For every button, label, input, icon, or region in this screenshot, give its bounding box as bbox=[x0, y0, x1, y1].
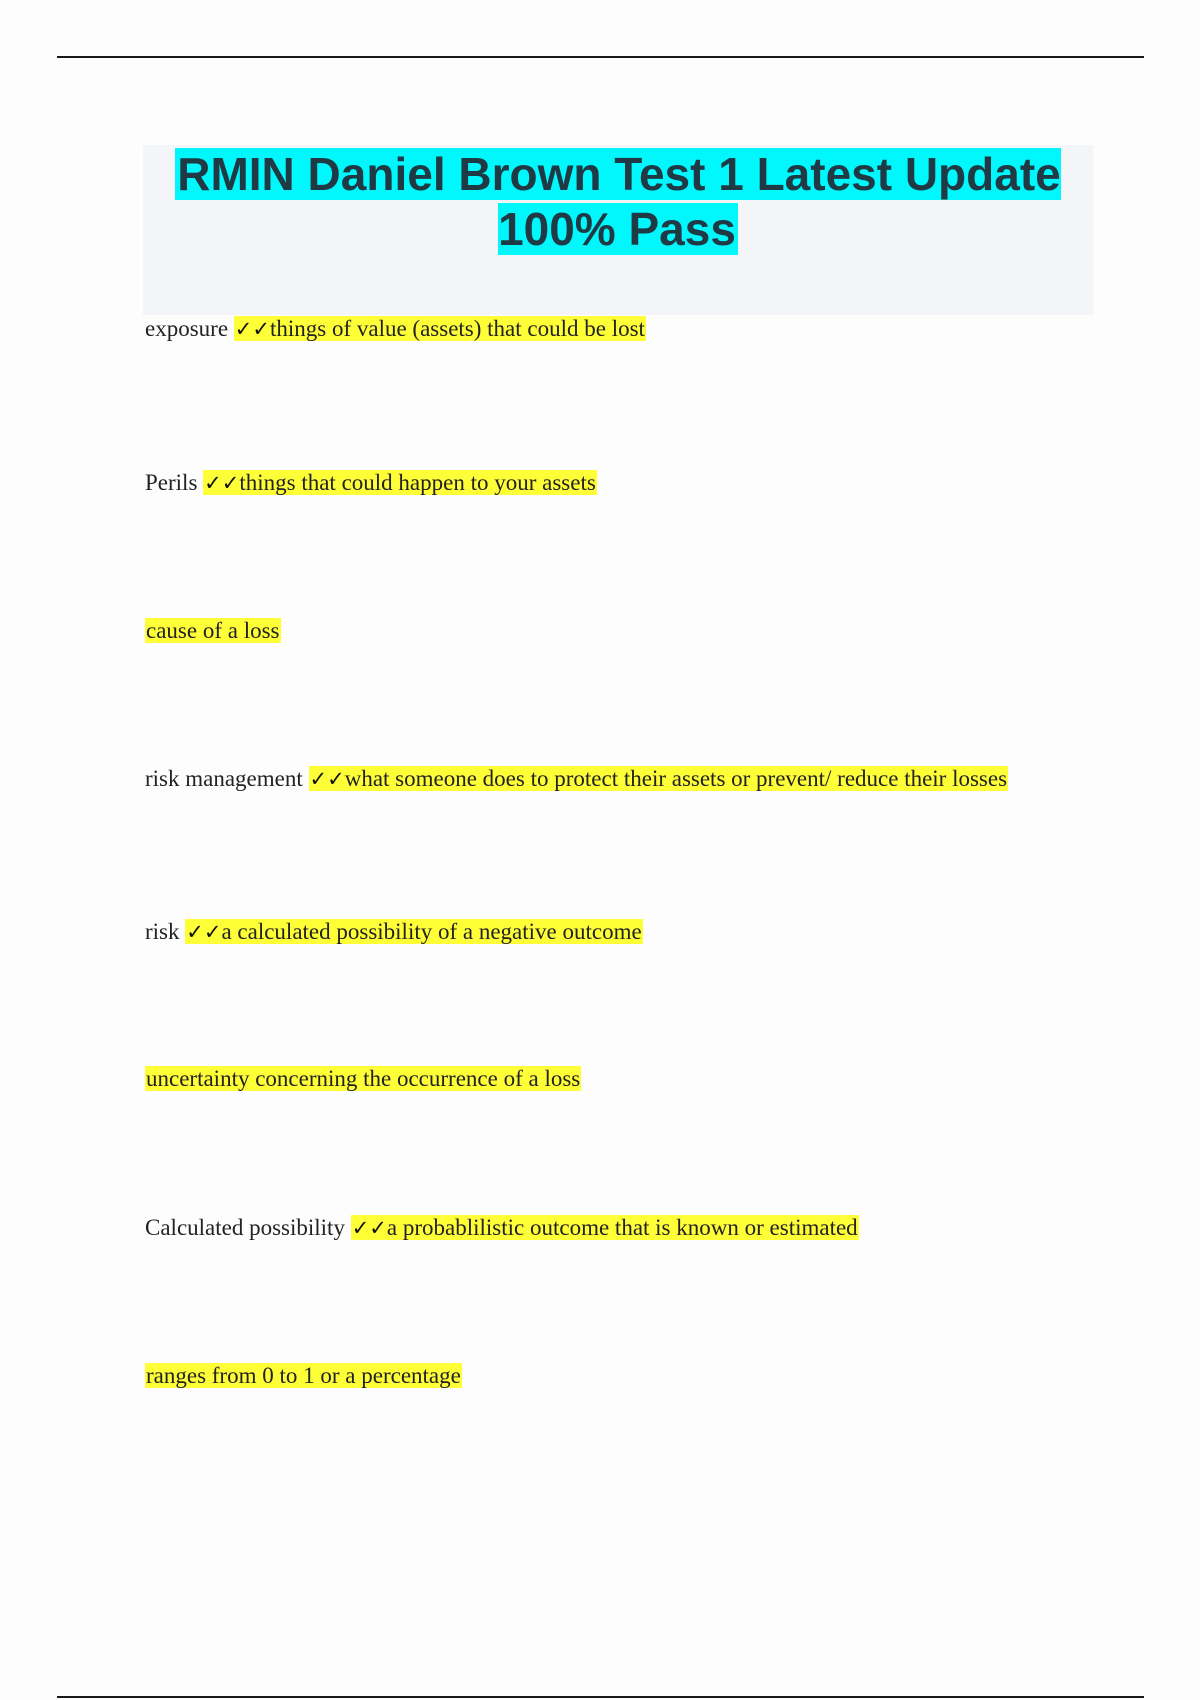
entry-answer-highlight bbox=[234, 316, 646, 341]
entry-answer: a probablilistic outcome that is known or estimated bbox=[386, 1215, 858, 1240]
entry-answer-highlight bbox=[309, 766, 1009, 791]
double-check-icon: ✓✓ bbox=[309, 767, 345, 791]
title-highlight: RMIN Daniel Brown Test 1 Latest Update 100% Pass bbox=[177, 148, 1061, 255]
entry-answer: uncertainty concerning the occurrence of a loss bbox=[146, 1066, 581, 1091]
entry-term: exposure bbox=[145, 316, 229, 341]
entry-term: risk management bbox=[145, 766, 303, 791]
entry-answer: a calculated possibility of a negative outcome bbox=[221, 919, 642, 944]
entry-answer: things that could happen to your assets bbox=[239, 470, 596, 495]
entry-term: risk bbox=[145, 919, 180, 944]
double-check-icon: ✓✓ bbox=[204, 471, 240, 495]
qa-entry-continuation bbox=[145, 1064, 581, 1094]
double-check-icon: ✓✓ bbox=[351, 1216, 387, 1240]
document-title bbox=[143, 145, 1093, 257]
qa-entry-risk-management bbox=[145, 764, 1008, 794]
entry-answer-highlight bbox=[185, 919, 642, 944]
double-check-icon: ✓✓ bbox=[186, 920, 222, 944]
qa-entry-exposure bbox=[145, 314, 646, 344]
entry-answer-highlight bbox=[351, 1215, 859, 1240]
qa-entry-calculated-possibility bbox=[145, 1213, 859, 1243]
qa-entry-continuation bbox=[145, 616, 281, 646]
qa-entry-risk bbox=[145, 917, 643, 947]
entry-answer: cause of a loss bbox=[146, 618, 280, 643]
entry-term: Calculated possibility bbox=[145, 1215, 345, 1240]
header-rule bbox=[57, 56, 1144, 58]
footer-rule bbox=[57, 1696, 1144, 1698]
entry-term: Perils bbox=[145, 470, 198, 495]
entry-answer: ranges from 0 to 1 or a percentage bbox=[146, 1363, 461, 1388]
qa-entry-perils bbox=[145, 468, 597, 498]
title-block bbox=[143, 145, 1093, 315]
double-check-icon: ✓✓ bbox=[234, 317, 270, 341]
entry-answer: what someone does to protect their assets or prevent/ reduce their losses bbox=[344, 766, 1008, 791]
entry-answer-highlight bbox=[203, 470, 597, 495]
entry-answer: things of value (assets) that could be lost bbox=[269, 316, 645, 341]
qa-entry-continuation bbox=[145, 1361, 462, 1391]
